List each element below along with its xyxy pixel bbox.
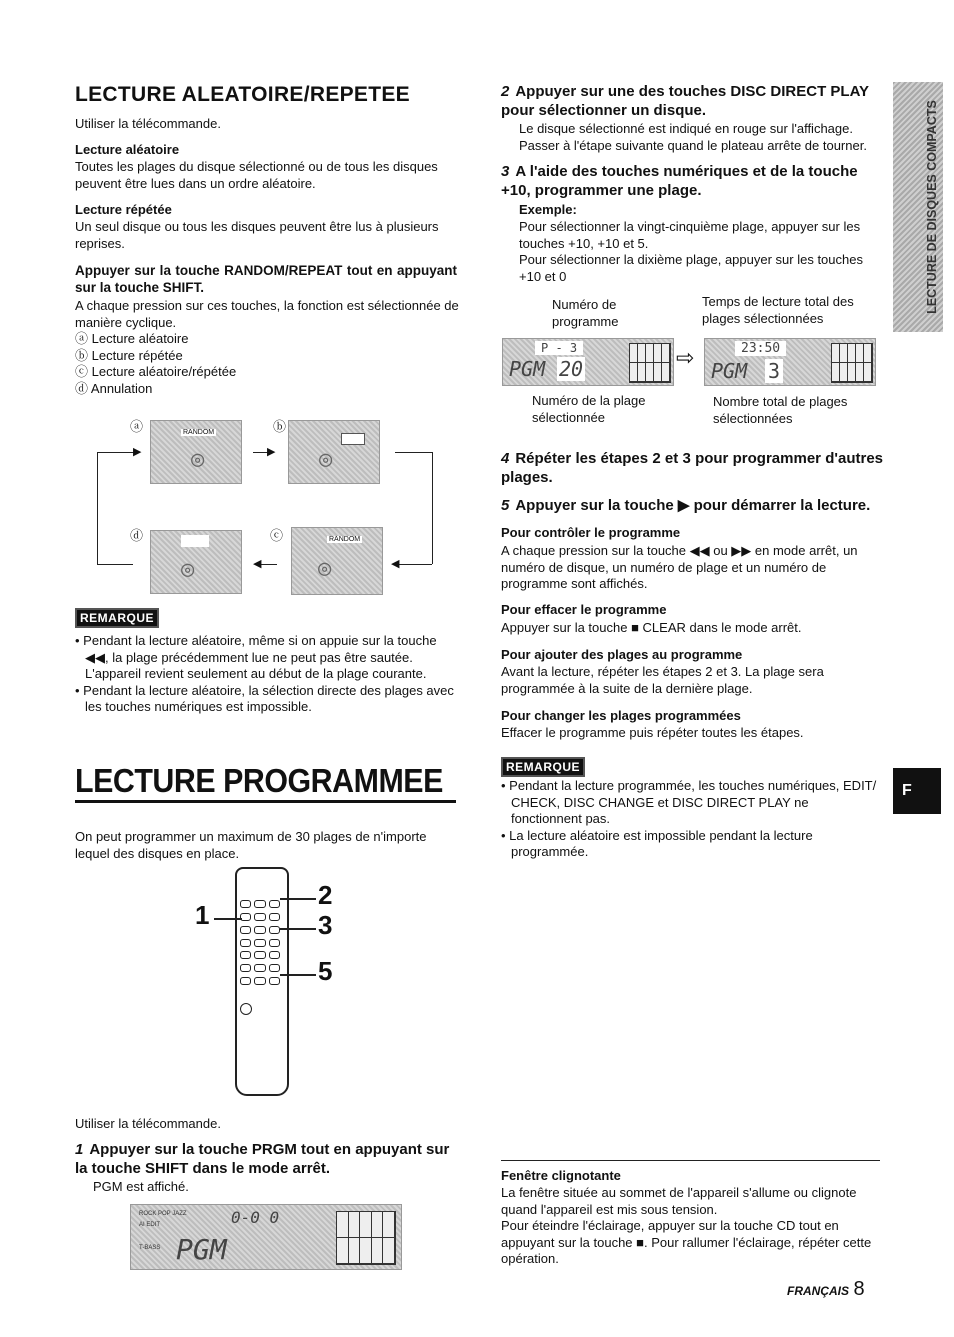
step-1-title: Appuyer sur la touche PRGM tout en appuyant sur la touche SHIFT dans le mode arrêt. xyxy=(75,1141,450,1177)
remarque-item: • Pendant la lecture aléatoire, même si on appuie sur la touche ◀◀, la plage précédemment lue ne peut pas être sautée. L'appareil revient seulement au début de la plage courante. xyxy=(75,633,437,681)
random-indicator: RANDOM xyxy=(329,536,361,543)
step-4-title: Répéter les étapes 2 et 3 pour programmer d'autres plages. xyxy=(501,450,883,486)
callout-3: 3 xyxy=(318,910,333,940)
display-track xyxy=(502,338,674,386)
cycle-item: ⓒ Lecture aléatoire/répétée xyxy=(75,364,237,379)
fenetre-text-1: La fenêtre située au sommet de l'appareil s'allume ou clignote quand l'appareil est mis sous tension. xyxy=(501,1185,857,1217)
label-num-programme: Numéro de programme xyxy=(552,297,619,329)
display-a xyxy=(150,420,242,484)
ctrl-subtitle: Pour contrôler le programme xyxy=(501,525,681,540)
step-5: 5 Appuyer sur la touche ▶ pour démarrer la lecture. xyxy=(501,497,871,514)
label-nombre-total: Nombre total de plages sélectionnées xyxy=(713,394,848,426)
lcd-pgm: PGM xyxy=(176,1233,227,1266)
disc-icon: ◎ xyxy=(319,447,333,472)
remote-control-illustration xyxy=(190,860,340,1095)
cycle-item: ⓐ Lecture aléatoire xyxy=(75,331,189,346)
lcd-track-number: 20 xyxy=(559,357,584,381)
lcd-bass: T-BASS xyxy=(139,1245,161,1251)
cycle-list xyxy=(75,331,236,397)
step-2: 2 Appuyer sur une des touches DISC DIRECT PLAY pour sélectionner un disque. xyxy=(501,83,869,119)
label-temps-total: Temps de lecture total des plages sélectionnées xyxy=(702,294,854,326)
repeat-subtitle: Lecture répétée xyxy=(75,202,172,217)
press-text: A chaque pression sur ces touches, la fonction est sélectionnée de manière cyclique. xyxy=(75,298,459,330)
remarque-list xyxy=(501,778,882,861)
eff-subtitle: Pour effacer le programme xyxy=(501,602,667,617)
arrow-right-icon: ▶ xyxy=(133,446,142,458)
label-a: ⓐ xyxy=(130,419,144,434)
display-b xyxy=(288,420,380,484)
cycle-diagram xyxy=(95,415,440,600)
section-title-random-repeat: LECTURE ALEATOIRE/REPETEE xyxy=(75,83,410,106)
label-num-plage: Numéro de la plage sélectionnée xyxy=(532,393,646,425)
remarque-item: • Pendant la lecture programmée, les touches numériques, EDIT/ CHECK, DISC CHANGE et DISC DIRECT PLAY ne fonctionnent pas. xyxy=(501,778,877,826)
eff-text: Appuyer sur la touche ■ CLEAR dans le mode arrêt. xyxy=(501,620,802,635)
remarque-item: • Pendant la lecture aléatoire, la sélection directe des plages avec les touches numériques est impossible. xyxy=(75,682,454,714)
example-1: Pour sélectionner la vingt-cinquième plage, appuyer sur les touches +10, +10 et 5. xyxy=(519,219,861,251)
remarque-badge: REMARQUE xyxy=(75,608,159,628)
remarque-item: • La lecture aléatoire est impossible pendant la lecture programmée. xyxy=(501,827,813,859)
add-subtitle: Pour ajouter des plages au programme xyxy=(501,647,743,662)
step-1: 1 Appuyer sur la touche PRGM tout en appuyant sur la touche SHIFT dans le mode arrêt. xyxy=(75,1141,450,1177)
disc-icon: ◎ xyxy=(191,447,205,472)
remote-buttons xyxy=(240,900,280,986)
step-2-text: Le disque sélectionné est indiqué en rouge sur l'affichage. Passer à l'étape suivante quand le plateau arrête de tourner. xyxy=(519,121,867,153)
remarque-badge: REMARQUE xyxy=(501,757,585,777)
label-b: ⓑ xyxy=(273,419,287,434)
disc-icon: ◎ xyxy=(181,557,195,582)
programmed-intro: On peut programmer un maximum de 30 plages de n'importe lequel des disques en place. xyxy=(75,829,427,861)
arrow-right-icon: ⇨ xyxy=(676,345,695,370)
label-c: ⓒ xyxy=(270,528,284,543)
fenetre-text-2: Pour éteindre l'éclairage, appuyer sur la touche CD tout en appuyant sur la touche ■. Pour rallumer l'éclairage, répéter cette opération. xyxy=(501,1218,872,1266)
lcd-total-time: 23:50 xyxy=(735,341,786,356)
lcd-grid xyxy=(831,343,873,383)
page-footer xyxy=(787,1278,865,1301)
step-3-title: A l'aide des touches numériques et de la touche +10, programmer une plage. xyxy=(501,163,858,199)
step-2-title: Appuyer sur une des touches DISC DIRECT PLAY pour sélectionner un disque. xyxy=(501,83,869,119)
lcd-edit: AI EDIT xyxy=(139,1222,161,1228)
blank-indicator xyxy=(181,535,209,547)
step-5-title: Appuyer sur la touche ▶ pour démarrer la lecture. xyxy=(515,497,871,514)
label-d: ⓓ xyxy=(130,528,144,543)
add-text: Avant la lecture, répéter les étapes 2 et 3. La plage sera programmée à la suite de la dernière plage. xyxy=(501,664,824,696)
language-tab xyxy=(893,768,941,814)
lcd-grid xyxy=(629,343,671,383)
language-tab-label: F xyxy=(902,782,912,799)
lcd-genre: ROCK POP JAZZ xyxy=(139,1211,187,1217)
display-pgm xyxy=(130,1204,402,1270)
step-1-text: PGM est affiché. xyxy=(93,1179,189,1194)
remote-note: Utiliser la télécommande. xyxy=(75,1116,221,1131)
chg-text: Effacer le programme puis répéter toutes les étapes. xyxy=(501,725,804,740)
repeat-icon xyxy=(341,433,365,445)
side-tab xyxy=(893,82,943,332)
cycle-item: ⓓ Annulation xyxy=(75,380,153,396)
lcd-grid xyxy=(336,1211,396,1265)
intro-text: Utiliser la télécommande. xyxy=(75,116,221,131)
repeat-text: Un seul disque ou tous les disques peuvent être lus à plusieurs reprises. xyxy=(75,219,439,251)
page-number: 8 xyxy=(853,1278,865,1300)
arrow-left-icon: ◀ xyxy=(391,558,400,570)
display-total xyxy=(704,338,876,386)
section-title-programmed: LECTURE PROGRAMMEE xyxy=(75,762,443,799)
random-text: Toutes les plages du disque sélectionné ou de tous les disques peuvent être lues dans un ordre aléatoire. xyxy=(75,159,438,191)
arrow-left-icon: ◀ xyxy=(253,558,262,570)
lcd-digits: 0-0 0 xyxy=(231,1208,280,1227)
title-rule xyxy=(75,800,456,803)
example-2: Pour sélectionner la dixième plage, appuyer sur les touches +10 et 0 xyxy=(519,252,863,284)
remarque-list xyxy=(75,633,457,716)
ctrl-text: A chaque pression sur la touche ◀◀ ou ▶▶ en mode arrêt, un numéro de disque, un numéro de plage et un numéro de programme sont affichés. xyxy=(501,543,858,591)
step-4: 4 Répéter les étapes 2 et 3 pour programmer d'autres plages. xyxy=(501,450,883,486)
random-indicator: RANDOM xyxy=(183,429,215,436)
side-tab-label: LECTURE DE DISQUES COMPACTS xyxy=(925,100,939,314)
callout-2: 2 xyxy=(318,880,333,910)
chg-subtitle: Pour changer les plages programmées xyxy=(501,708,741,723)
remote-round-button xyxy=(240,1003,252,1015)
arrow-right-icon: ▶ xyxy=(267,446,276,458)
display-c xyxy=(291,527,383,595)
exemple-label: Exemple: xyxy=(519,202,577,217)
cycle-item: ⓑ Lecture répétée xyxy=(75,347,183,363)
disc-icon: ◎ xyxy=(318,556,332,581)
lcd-prog-number: P - 3 xyxy=(535,341,583,355)
lcd-pgm: PGM xyxy=(509,357,546,381)
press-instruction: Appuyer sur la touche RANDOM/REPEAT tout en appuyant sur la touche SHIFT. xyxy=(75,263,457,295)
lcd-track-count: 3 xyxy=(765,359,783,383)
callout-1: 1 xyxy=(195,900,210,930)
callout-5: 5 xyxy=(318,956,333,986)
display-d xyxy=(150,530,242,594)
step-3: 3 A l'aide des touches numériques et de la touche +10, programmer une plage. xyxy=(501,163,858,199)
lcd-pgm: PGM xyxy=(711,359,748,383)
random-subtitle: Lecture aléatoire xyxy=(75,142,180,157)
footer-language: FRANÇAIS xyxy=(787,1284,849,1298)
fenetre-subtitle: Fenêtre clignotante xyxy=(501,1168,621,1183)
divider xyxy=(501,1160,880,1161)
